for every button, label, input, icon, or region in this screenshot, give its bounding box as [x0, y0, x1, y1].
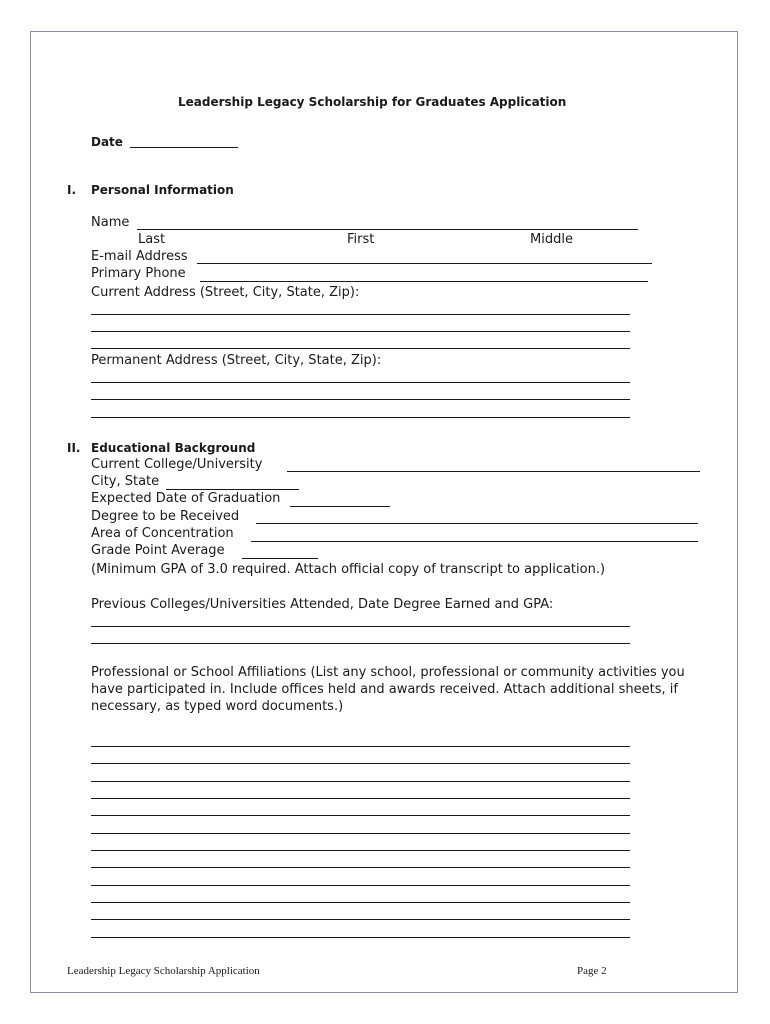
- current-address-line-1[interactable]: [91, 314, 630, 315]
- previous-colleges-line-1[interactable]: [91, 626, 630, 627]
- date-field[interactable]: [130, 147, 238, 148]
- affiliations-line-10[interactable]: [91, 902, 630, 903]
- name-sub-middle: Middle: [530, 232, 573, 247]
- phone-field[interactable]: [200, 281, 648, 282]
- previous-colleges-line-2[interactable]: [91, 643, 630, 644]
- college-field[interactable]: [287, 471, 700, 472]
- name-sub-first: First: [347, 232, 375, 247]
- gpa-field[interactable]: [242, 558, 318, 559]
- affiliations-line-7[interactable]: [91, 850, 630, 851]
- affiliations-line-3[interactable]: [91, 781, 630, 782]
- affiliations-line-8[interactable]: [91, 867, 630, 868]
- current-address-line-3[interactable]: [91, 348, 630, 349]
- affiliations-line-5[interactable]: [91, 815, 630, 816]
- college-label: Current College/University: [91, 457, 263, 472]
- city-state-field[interactable]: [166, 489, 299, 490]
- degree-field[interactable]: [256, 523, 698, 524]
- phone-label: Primary Phone: [91, 266, 186, 281]
- email-field[interactable]: [197, 263, 652, 264]
- section-2-heading: Educational Background: [91, 441, 256, 455]
- permanent-address-line-3[interactable]: [91, 417, 630, 418]
- affiliations-line-1[interactable]: [91, 746, 630, 747]
- section-1-heading: Personal Information: [91, 183, 234, 197]
- concentration-label: Area of Concentration: [91, 526, 234, 541]
- permanent-address-line-2[interactable]: [91, 399, 630, 400]
- grad-date-field[interactable]: [290, 506, 390, 507]
- date-label: Date: [91, 135, 123, 149]
- affiliations-line-11[interactable]: [91, 919, 630, 920]
- name-sub-last: Last: [138, 232, 166, 247]
- name-label: Name: [91, 215, 130, 230]
- footer-page-number: Page 2: [577, 965, 607, 977]
- affiliations-line-12[interactable]: [91, 937, 630, 938]
- affiliations-line-9[interactable]: [91, 885, 630, 886]
- current-address-label: Current Address (Street, City, State, Zip):: [91, 285, 360, 300]
- concentration-field[interactable]: [251, 541, 698, 542]
- affiliations-line-2[interactable]: [91, 763, 630, 764]
- affiliations-line-6[interactable]: [91, 833, 630, 834]
- section-1-numeral: I.: [67, 183, 77, 197]
- current-address-line-2[interactable]: [91, 331, 630, 332]
- permanent-address-line-1[interactable]: [91, 382, 630, 383]
- email-label: E-mail Address: [91, 249, 188, 264]
- city-state-label: City, State: [91, 474, 160, 489]
- gpa-label: Grade Point Average: [91, 543, 225, 558]
- affiliations-instructions: Professional or School Affiliations (List any school, professional or community activities you have participated in. Include offices held and awards received. Attach additional sheets, if necessary, as typed word documents.): [91, 665, 685, 714]
- footer-document-name: Leadership Legacy Scholarship Application: [67, 965, 260, 977]
- previous-colleges-label: Previous Colleges/Universities Attended, Date Degree Earned and GPA:: [91, 597, 554, 612]
- section-2-numeral: II.: [67, 441, 81, 455]
- gpa-note: (Minimum GPA of 3.0 required. Attach official copy of transcript to application.): [91, 562, 606, 577]
- name-field[interactable]: [137, 229, 638, 230]
- grad-date-label: Expected Date of Graduation: [91, 491, 281, 506]
- document-title: Leadership Legacy Scholarship for Graduates Application: [178, 95, 567, 109]
- permanent-address-label: Permanent Address (Street, City, State, Zip):: [91, 353, 382, 368]
- degree-label: Degree to be Received: [91, 509, 240, 524]
- affiliations-line-4[interactable]: [91, 798, 630, 799]
